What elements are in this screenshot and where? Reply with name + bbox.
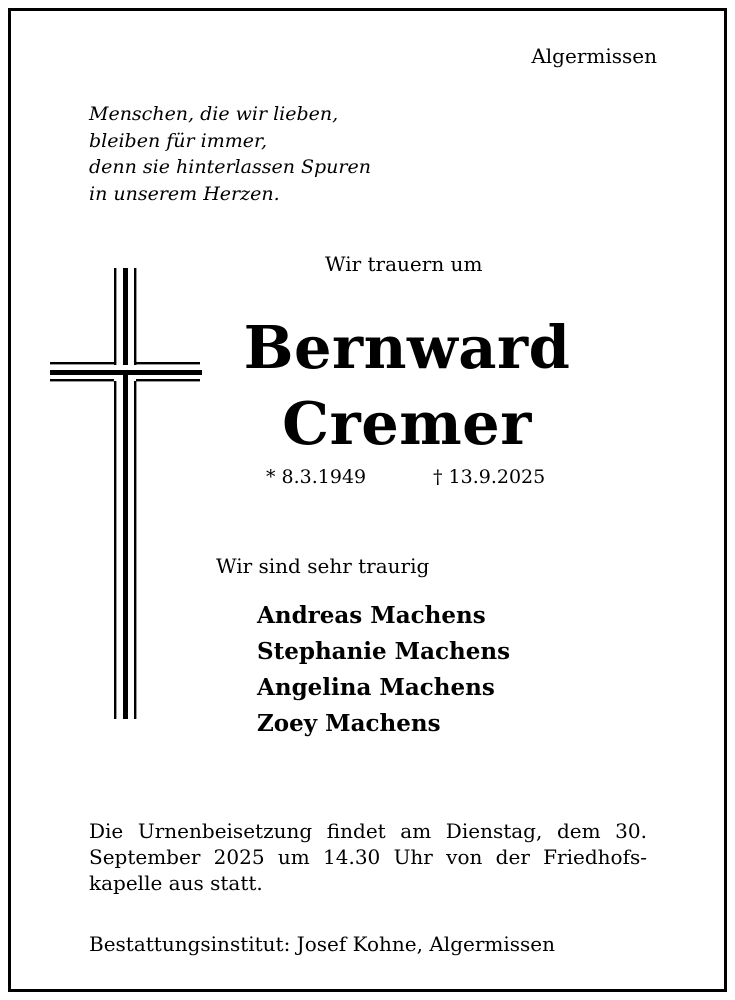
poem	[89, 101, 371, 207]
birth-date: * 8.3.1949	[266, 466, 367, 488]
deceased-first-name: Bernward	[243, 313, 571, 382]
mourner-name: Stephanie Machens	[257, 638, 511, 665]
poem-line: bleiben für immer,	[89, 129, 268, 152]
mourner-name: Angelina Machens	[257, 674, 495, 701]
poem-line: denn sie hinterlassen Spuren	[89, 156, 371, 178]
mourning-intro: Wir trauern um	[325, 252, 483, 276]
location-label: Algermissen	[531, 44, 657, 68]
poem-line: in unserem Herzen.	[89, 182, 280, 205]
mourner-name: Andreas Machens	[257, 602, 486, 629]
mourners-intro: Wir sind sehr traurig	[216, 554, 430, 578]
funeral-home: Bestattungsinstitut: Josef Kohne, Algermissen	[89, 932, 556, 956]
mourner-name: Zoey Machens	[257, 710, 441, 737]
mourners-list	[257, 598, 510, 742]
cross-icon	[48, 266, 204, 722]
poem-line: Menschen, die wir lieben,	[89, 103, 339, 125]
deceased-last-name: Cremer	[282, 389, 532, 458]
burial-notice: Die Urnenbeisetzung findet am Dienstag, dem 30. September 2025 um 14.30 Uhr von der Friedhofs-kapelle aus statt.	[89, 819, 647, 895]
death-date: † 13.9.2025	[433, 466, 546, 488]
